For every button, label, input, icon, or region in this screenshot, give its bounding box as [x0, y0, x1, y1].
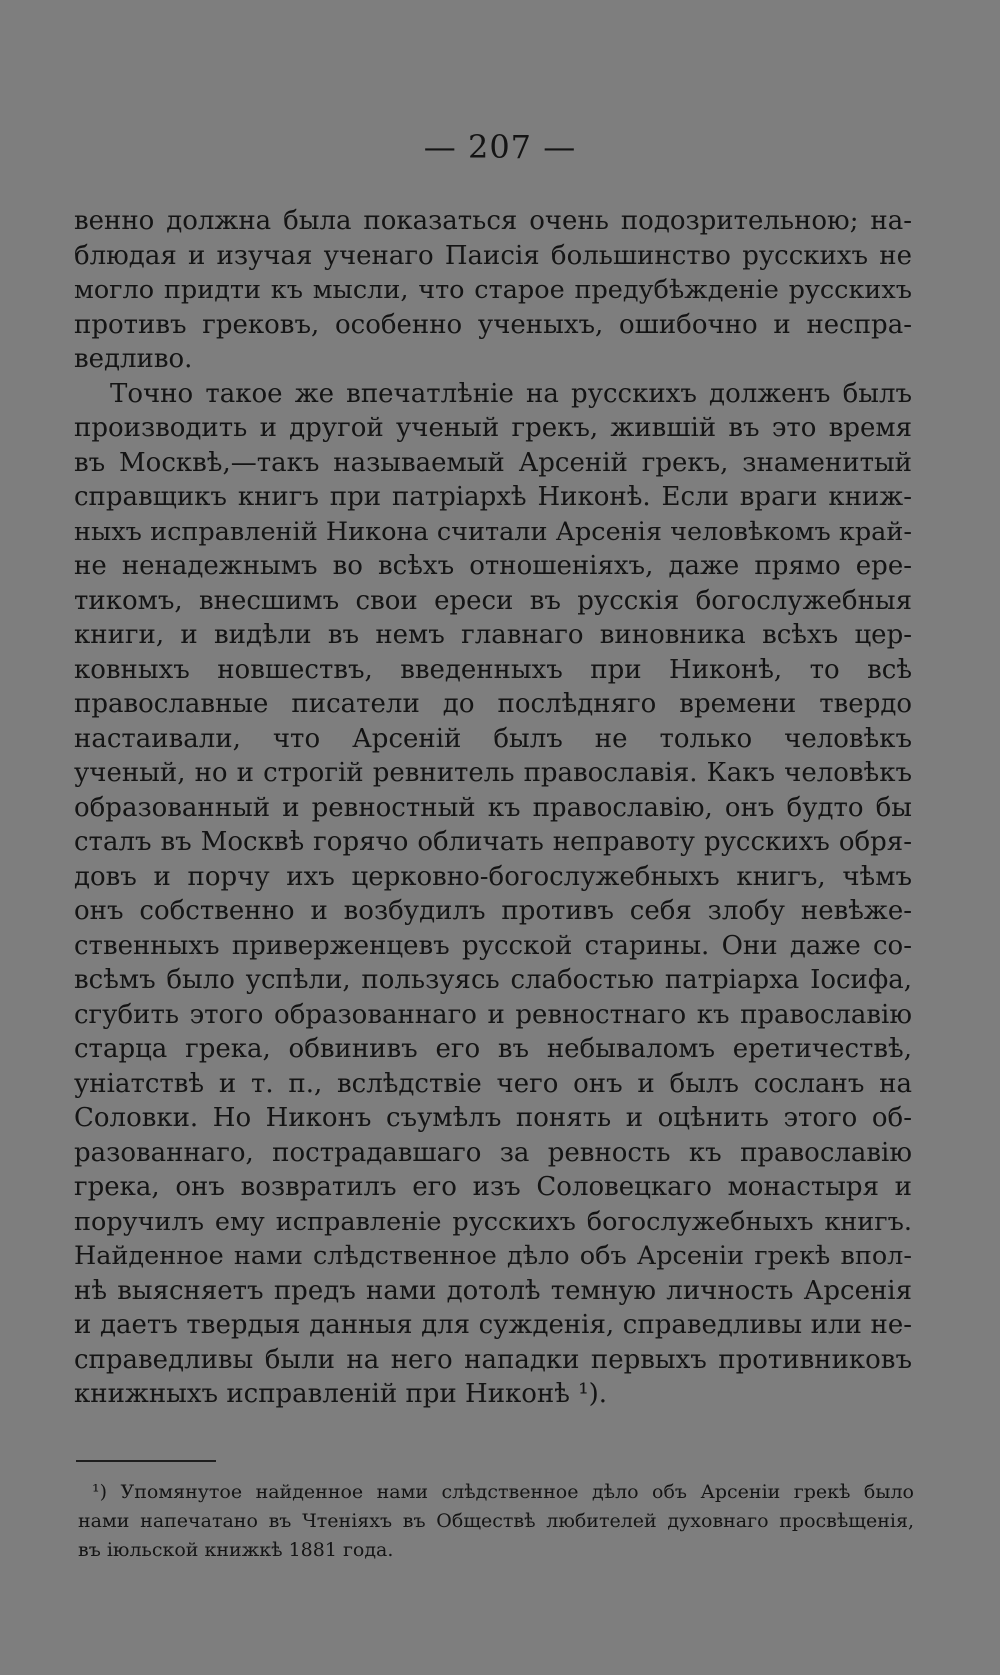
page-number: — 207 —: [423, 128, 577, 166]
text-line: книги, и видѣли въ немъ главнаго виновника всѣхъ цер-: [74, 620, 912, 650]
footnote-line: ¹) Упомянутое найденное нами слѣдственное дѣло объ Арсеніи грекѣ было: [92, 1481, 914, 1503]
text-line: разованнаго, пострадавшаго за ревность къ православію: [74, 1137, 912, 1168]
text-line: книжныхъ исправленій при Никонѣ ¹).: [74, 1379, 608, 1409]
text-line: сгубить этого образованнаго и ревностнаго къ православію: [74, 999, 912, 1030]
text-line: венно должна была показаться очень подозрительною; на-: [74, 206, 912, 236]
text-line: блюдая и изучая ученаго Паисія большинство русскихъ не: [74, 240, 912, 271]
text-line: поручилъ ему исправленіе русскихъ богослужебныхъ книгъ.: [74, 1206, 912, 1237]
text-line: нѣ выясняетъ предъ нами дотолѣ темную личность Арсенія: [74, 1275, 912, 1306]
footnote-divider: [76, 1460, 216, 1462]
text-line: Соловки. Но Никонъ съумѣлъ понять и оцѣнить этого об-: [74, 1103, 912, 1133]
text-line: производить и другой ученый грекъ, жившій въ это время: [74, 413, 912, 443]
text-line: ведливо.: [74, 344, 193, 374]
text-line: довъ и порчу ихъ церковно-богослужебныхъ книгъ, чѣмъ: [74, 861, 912, 892]
text-line: ственныхъ приверженцевъ русской старины. Они даже со-: [74, 930, 912, 961]
text-line: ныхъ исправленій Никона считали Арсенія человѣкомъ край-: [74, 516, 912, 547]
text-line: сталъ въ Москвѣ горячо обличать неправоту русскихъ обря-: [74, 827, 912, 857]
text-line: онъ собственно и возбудилъ противъ себя злобу невѣже-: [74, 896, 912, 926]
text-line: уніатствѣ и т. п., вслѣдствіе чего онъ и былъ сосланъ на: [74, 1068, 912, 1099]
body-text: [74, 204, 912, 1412]
footnote: [78, 1478, 914, 1565]
text-line: противъ грековъ, особенно ученыхъ, ошибочно и неспра-: [74, 309, 912, 340]
text-line: старца грека, обвинивъ его въ небываломъ еретичествѣ,: [74, 1034, 912, 1064]
text-line: Точно такое же впечатлѣніе на русскихъ долженъ былъ: [110, 378, 912, 409]
text-line: не ненадежнымъ во всѣхъ отношеніяхъ, даже прямо ере-: [74, 551, 912, 581]
text-line: справщикъ книгъ при патріархѣ Никонѣ. Если враги книж-: [74, 482, 912, 512]
text-line: могло придти къ мысли, что старое предубѣжденіе русскихъ: [74, 275, 912, 305]
text-line: ковныхъ новшествъ, введенныхъ при Никонѣ, то всѣ: [74, 654, 912, 685]
text-line: грека, онъ возвратилъ его изъ Соловецкаго монастыря и: [74, 1172, 912, 1202]
text-line: образованный и ревностный къ православію, онъ будто бы: [74, 792, 912, 823]
footnote-line: въ іюльской книжкѣ 1881 года.: [78, 1539, 394, 1561]
text-line: справедливы были на него нападки первыхъ противниковъ: [74, 1344, 912, 1375]
text-line: всѣмъ было успѣли, пользуясь слабостью патріарха Іосифа,: [74, 965, 912, 995]
text-line: православные писатели до послѣдняго времени твердо: [74, 689, 912, 719]
text-line: тикомъ, внесшимъ свои ереси въ русскія богослужебныя: [74, 585, 912, 616]
text-line: Найденное нами слѣдственное дѣло объ Арсеніи грекѣ впол-: [74, 1241, 912, 1271]
text-line: въ Москвѣ,—такъ называемый Арсеній грекъ, знаменитый: [74, 447, 912, 478]
text-line: и даетъ твердыя данныя для сужденія, справедливы или не-: [74, 1310, 912, 1340]
text-line: ученый, но и строгій ревнитель православія. Какъ человѣкъ: [74, 758, 912, 788]
footnote-line: нами напечатано въ Чтеніяхъ въ Обществѣ любителей духовнаго просвѣщенія,: [78, 1510, 914, 1532]
text-line: настаивали, что Арсеній былъ не только человѣкъ: [74, 723, 912, 754]
